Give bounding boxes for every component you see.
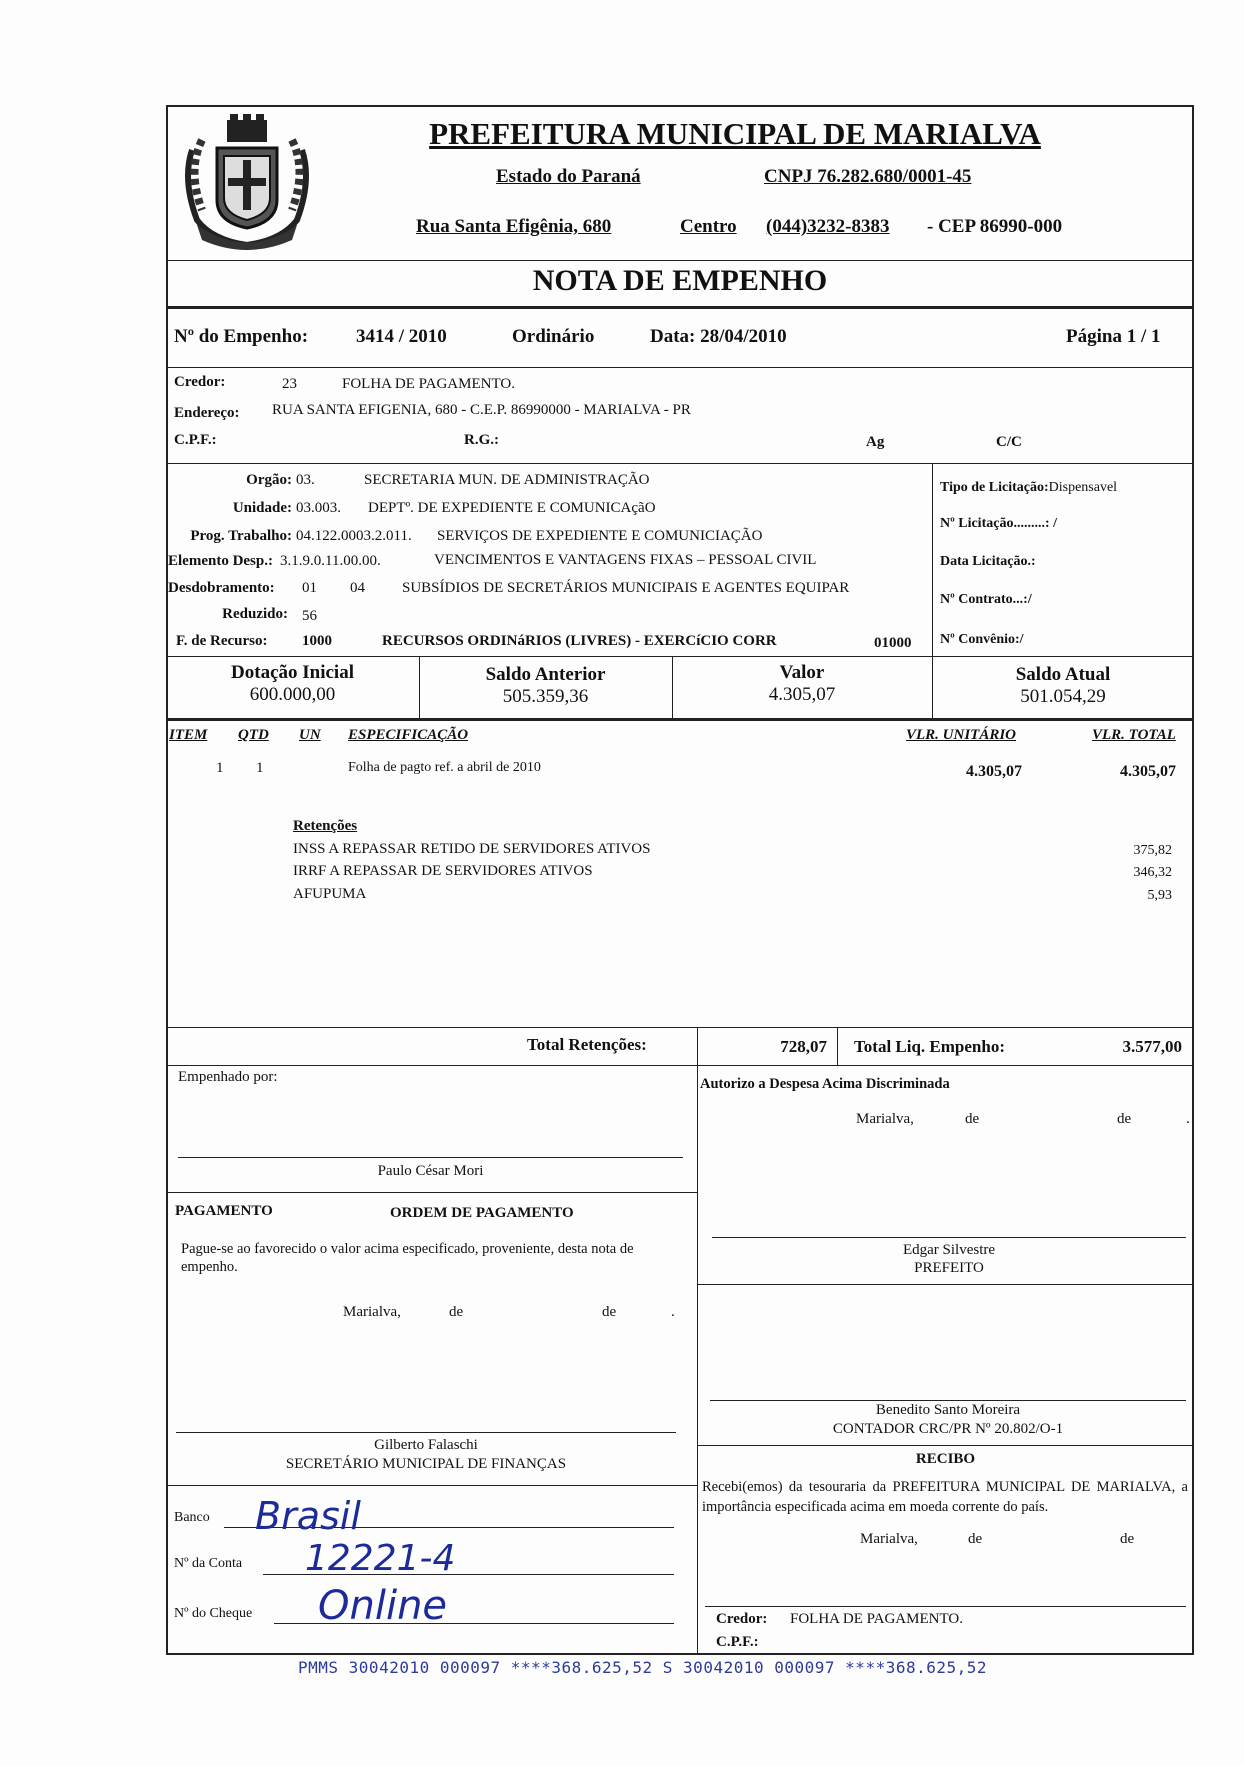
orgao-label: Orgão: — [246, 472, 292, 488]
numero-licitacao: Nº Licitação.........: / — [940, 516, 1057, 531]
item-especificacao: Folha de pagto ref. a abril de 2010 — [348, 760, 541, 775]
conta-handwriting: 12221-4 — [305, 1538, 456, 1579]
total-retencoes-label: Total Retenções: — [527, 1035, 647, 1054]
empenho-number: 3414 / 2010 — [356, 326, 447, 347]
rg-label: R.G.: — [464, 432, 499, 448]
total-liquido-value: 3.577,00 — [1122, 1037, 1182, 1056]
numero-contrato: Nº Contrato...:/ — [940, 592, 1032, 607]
account-label: C/C — [996, 434, 1022, 450]
elemento-label: Elemento Desp.: — [168, 553, 273, 569]
recibo-city: Marialva, — [860, 1531, 918, 1547]
empenho-date: Data: 28/04/2010 — [650, 326, 787, 347]
endereco-value: RUA SANTA EFIGENIA, 680 - C.E.P. 86990000 - MARIALVA - PR — [272, 402, 691, 418]
autorizo-city: Marialva, — [856, 1111, 914, 1127]
col-item: ITEM — [169, 727, 208, 743]
retencao-irrf-value: 346,32 — [1133, 865, 1172, 880]
pagamento-label: PAGAMENTO — [175, 1203, 273, 1219]
coat-of-arms-logo — [172, 110, 322, 258]
col-vlr-unitario: VLR. UNITÁRIO — [906, 727, 1017, 743]
retencao-afupuma-label: AFUPUMA — [293, 886, 367, 902]
total-retencoes-value: 728,07 — [780, 1037, 827, 1056]
empenho-type: Ordinário — [512, 326, 595, 347]
retencao-inss-value: 375,82 — [1133, 843, 1172, 858]
desdobramento-code-a: 01 — [302, 580, 317, 596]
data-licitacao: Data Licitação.: — [940, 554, 1036, 569]
desdobramento-name: SUBSÍDIOS DE SECRETÁRIOS MUNICIPAIS E AGENTES EQUIPAR — [402, 580, 850, 596]
credor-name: FOLHA DE PAGAMENTO. — [342, 376, 515, 392]
secretario-name: Gilberto Falaschi — [374, 1437, 478, 1453]
conta-label: Nº da Conta — [174, 1556, 243, 1571]
col-vlr-total: VLR. TOTAL — [1092, 727, 1176, 743]
col-qtd: QTD — [238, 727, 269, 743]
desdobramento-code-b: 04 — [350, 580, 365, 596]
dotacao-inicial: Dotação Inicial 600.000,00 — [231, 662, 354, 705]
recurso-name: RECURSOS ORDINáRIOS (LIVRES) - EXERCíCIO CORR — [382, 633, 777, 649]
unidade-label: Unidade: — [232, 500, 292, 516]
recibo-credor-value: FOLHA DE PAGAMENTO. — [790, 1611, 963, 1627]
autorizo-label: Autorizo a Despesa Acima Discriminada — [700, 1076, 950, 1092]
recibo-title: RECIBO — [915, 1451, 976, 1467]
district: Centro — [680, 216, 737, 237]
agency-label: Ag — [866, 434, 885, 450]
prefeito-title: PREFEITO — [914, 1260, 984, 1276]
reduzido-label: Reduzido: — [222, 606, 288, 622]
recibo-de-1: de — [968, 1531, 983, 1547]
ordem-city: Marialva, — [343, 1304, 401, 1320]
banco-label: Banco — [174, 1510, 210, 1525]
page-number: Página 1 / 1 — [1066, 326, 1161, 347]
item-vlr-unitario: 4.305,07 — [966, 763, 1022, 780]
unidade-name: DEPTº. DE EXPEDIENTE E COMUNICAçãO — [368, 500, 656, 516]
address: Rua Santa Efigênia, 680 — [416, 216, 612, 237]
recurso-label: F. de Recurso: — [176, 633, 268, 649]
ordem-dot: . — [671, 1304, 675, 1320]
endereco-label: Endereço: — [174, 405, 240, 421]
ordem-pagamento-label: ORDEM DE PAGAMENTO — [390, 1205, 574, 1221]
retencao-inss-label: INSS A REPASSAR RETIDO DE SERVIDORES ATIVOS — [293, 841, 651, 857]
col-un: UN — [299, 727, 321, 743]
orgao-code: 03. — [296, 472, 315, 488]
desdobramento-label: Desdobramento: — [168, 580, 275, 596]
prefeito-name: Edgar Silvestre — [902, 1242, 996, 1258]
valor-empenho: Valor 4.305,07 — [768, 662, 836, 705]
document-title: NOTA DE EMPENHO — [532, 264, 828, 297]
cpf-label: C.P.F.: — [174, 432, 217, 448]
elemento-code: 3.1.9.0.11.00.00. — [280, 553, 381, 569]
secretario-title: SECRETÁRIO MUNICIPAL DE FINANÇAS — [285, 1456, 567, 1472]
autorizo-dot: . — [1186, 1111, 1190, 1127]
retencao-irrf-label: IRRF A REPASSAR DE SERVIDORES ATIVOS — [293, 863, 593, 879]
recibo-cpf-label: C.P.F.: — [716, 1634, 759, 1650]
credor-code: 23 — [282, 376, 297, 392]
saldo-anterior: Saldo Anterior 505.359,36 — [485, 664, 606, 707]
pague-se-text: Pague-se ao favorecido o valor acima especificado, proveniente, desta nota de empenho. — [181, 1241, 634, 1275]
phone: (044)3232-8383 — [766, 216, 890, 237]
recibo-credor-label: Credor: — [716, 1611, 768, 1627]
empenho-number-label: Nº do Empenho: — [174, 326, 309, 347]
empenhado-por-name: Paulo César Mori — [377, 1163, 484, 1179]
credor-label: Credor: — [174, 374, 226, 390]
empenhado-por-label: Empenhado por: — [178, 1069, 278, 1085]
cheque-label: Nº do Cheque — [174, 1606, 253, 1621]
ordem-de-2: de — [602, 1304, 617, 1320]
cnpj: CNPJ 76.282.680/0001-45 — [764, 166, 972, 187]
state-name: Estado do Paraná — [496, 166, 641, 187]
recibo-text: Recebi(emos) da tesouraria da PREFEITURA MUNICIPAL DE MARIALVA, a importância especificada acima em moeda corrente do país. — [702, 1479, 1188, 1515]
recibo-de-2: de — [1120, 1531, 1135, 1547]
reduzido-value: 56 — [302, 608, 317, 624]
cep: - CEP 86990-000 — [927, 216, 1063, 237]
col-especificacao: ESPECIFICAÇÃO — [348, 727, 469, 743]
prog-trabalho-code: 04.122.0003.2.011. — [296, 528, 412, 544]
numero-convenio: Nº Convênio:/ — [940, 632, 1024, 647]
item-number: 1 — [216, 760, 224, 776]
total-liquido-label: Total Liq. Empenho: — [854, 1037, 1005, 1056]
bank-authentication-stamp: PMMS 30042010 000097 ****368.625,52 S 30042010 000097 ****368.625,52 — [298, 1658, 988, 1677]
recurso-code-2: 01000 — [874, 635, 912, 651]
item-qtd: 1 — [256, 760, 264, 776]
saldo-atual: Saldo Atual 501.054,29 — [1015, 664, 1111, 707]
orgao-name: SECRETARIA MUN. DE ADMINISTRAÇÃO — [364, 472, 650, 488]
prog-trabalho-label: Prog. Trabalho: — [190, 528, 292, 544]
ordem-de-1: de — [449, 1304, 464, 1320]
autorizo-de-1: de — [965, 1111, 980, 1127]
recurso-code: 1000 — [302, 633, 332, 649]
contador-name: Benedito Santo Moreira — [875, 1402, 1021, 1418]
contador-title: CONTADOR CRC/PR Nº 20.802/O-1 — [832, 1421, 1064, 1437]
banco-handwriting: Brasil — [255, 1494, 361, 1538]
elemento-name: VENCIMENTOS E VANTAGENS FIXAS – PESSOAL CIVIL — [434, 552, 817, 568]
retencoes-title: Retenções — [293, 818, 358, 834]
autorizo-de-2: de — [1117, 1111, 1132, 1127]
municipality-title: PREFEITURA MUNICIPAL DE MARIALVA — [429, 116, 1041, 151]
prog-trabalho-name: SERVIÇOS DE EXPEDIENTE E COMUNICIAÇÃO — [437, 528, 763, 544]
unidade-code: 03.003. — [296, 500, 341, 516]
retencao-afupuma-value: 5,93 — [1147, 888, 1172, 903]
tipo-licitacao: Tipo de Licitação:Dispensavel — [940, 480, 1118, 495]
cheque-handwriting: Online — [318, 1583, 448, 1629]
item-vlr-total: 4.305,07 — [1120, 763, 1176, 780]
